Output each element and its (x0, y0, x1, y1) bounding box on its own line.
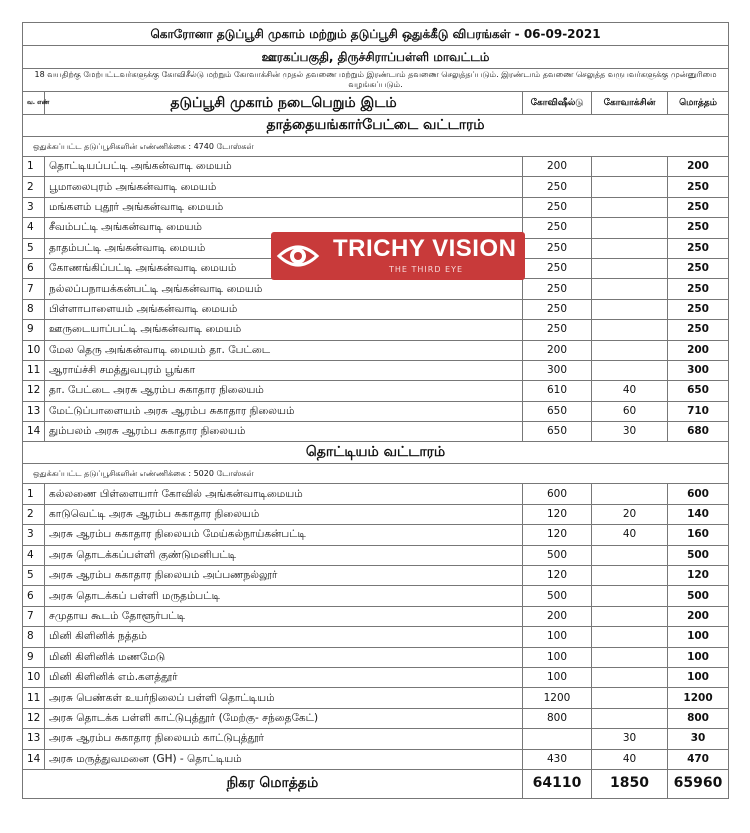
trichy-vision-watermark (271, 232, 525, 280)
row-place: மினி கிளினிக் நத்தம் (45, 627, 523, 647)
row-covaxin: 40 (592, 381, 668, 401)
row-sno: 2 (23, 504, 45, 524)
table-row (23, 606, 729, 626)
row-covishield: 120 (523, 504, 592, 524)
row-place: தொட்டியப்பட்டி அங்கன்வாடி மையம் (45, 157, 523, 177)
grand-total-label: நிகர மொத்தம் (23, 769, 523, 798)
row-total: 710 (668, 401, 729, 421)
table-row (23, 688, 729, 708)
vaccination-schedule-sheet (22, 22, 728, 799)
allocated-doses: ஒதுக்கப்பட்ட தடுப்பூசிகளின் எண்ணிக்கை : 5020 டோஸ்கள் (23, 464, 729, 484)
row-place: மினி கிளினிக் எம்.களத்தூர் (45, 667, 523, 687)
block-heading-row (23, 442, 729, 464)
table-row (23, 279, 729, 299)
row-covishield: 200 (523, 340, 592, 360)
row-covishield: 430 (523, 749, 592, 769)
block-name: தாத்தையங்கார்பேட்டை வட்டாரம் (23, 115, 729, 137)
row-place: கல்லணை பிள்ளையார் கோவில் அங்கன்வாடிமையம் (45, 484, 523, 504)
row-sno: 1 (23, 157, 45, 177)
table-row (23, 627, 729, 647)
row-covaxin (592, 688, 668, 708)
row-place: பூமாலைபுரம் அங்கன்வாடி மையம் (45, 177, 523, 197)
row-covishield: 610 (523, 381, 592, 401)
row-covaxin: 30 (592, 729, 668, 749)
row-place: அரசு தொடக்கப்பள்ளி குண்டுமனிபட்டி (45, 545, 523, 565)
row-covaxin (592, 586, 668, 606)
row-place: கோணங்கிப்பட்டி அங்கன்வாடி மையம் (45, 258, 523, 278)
row-total: 250 (668, 177, 729, 197)
row-sno: 10 (23, 667, 45, 687)
row-covaxin (592, 320, 668, 340)
row-place: சமுதாய கூடம் தோளூர்பட்டி (45, 606, 523, 626)
row-covishield: 600 (523, 484, 592, 504)
row-sno: 6 (23, 586, 45, 606)
row-place: அரசு ஆரம்ப சுகாதார நிலையம் காட்டுபுத்தூர் (45, 729, 523, 749)
row-total: 470 (668, 749, 729, 769)
row-place: தாதம்பட்டி அங்கன்வாடி மையம் (45, 238, 523, 258)
row-covaxin (592, 299, 668, 319)
row-total: 500 (668, 545, 729, 565)
row-covishield: 250 (523, 258, 592, 278)
row-sno: 3 (23, 525, 45, 545)
row-covishield: 120 (523, 525, 592, 545)
row-place: சீவம்பட்டி அங்கன்வாடி மையம் (45, 218, 523, 238)
row-sno: 4 (23, 545, 45, 565)
row-covishield: 250 (523, 197, 592, 217)
row-sno: 3 (23, 197, 45, 217)
row-sno: 2 (23, 177, 45, 197)
table-row (23, 566, 729, 586)
block-name: தொட்டியம் வட்டாரம் (23, 442, 729, 464)
row-sno: 9 (23, 647, 45, 667)
grand-total-row (23, 769, 729, 798)
row-place: தும்பலம் அரசு ஆரம்ப சுகாதார நிலையம் (45, 422, 523, 442)
grand-total-covaxin: 1850 (592, 769, 668, 798)
row-covishield: 1200 (523, 688, 592, 708)
row-total: 100 (668, 647, 729, 667)
row-sno: 7 (23, 279, 45, 299)
row-covishield: 250 (523, 320, 592, 340)
row-place: ஊருடையாப்பட்டி அங்கன்வாடி மையம் (45, 320, 523, 340)
row-total: 650 (668, 381, 729, 401)
row-covishield: 120 (523, 566, 592, 586)
row-covishield (523, 729, 592, 749)
row-sno: 10 (23, 340, 45, 360)
table-row (23, 525, 729, 545)
row-covishield: 100 (523, 627, 592, 647)
row-total: 250 (668, 320, 729, 340)
row-covishield: 100 (523, 647, 592, 667)
row-covaxin (592, 340, 668, 360)
row-place: அரசு ஆரம்ப சுகாதார நிலையம் மேய்கல்நாய்கன்பட்டி (45, 525, 523, 545)
table-row (23, 647, 729, 667)
row-covaxin (592, 258, 668, 278)
row-covaxin: 20 (592, 504, 668, 524)
row-covaxin (592, 157, 668, 177)
row-covaxin (592, 279, 668, 299)
table-row (23, 749, 729, 769)
row-sno: 13 (23, 729, 45, 749)
row-place: தா. பேட்டை அரசு ஆரம்ப சுகாதார நிலையம் (45, 381, 523, 401)
table-row (23, 381, 729, 401)
row-total: 800 (668, 708, 729, 728)
row-total: 120 (668, 566, 729, 586)
allocated-doses-row (23, 137, 729, 157)
row-place: அரசு ஆரம்ப சுகாதார நிலையம் அப்பணநல்லூர் (45, 566, 523, 586)
row-sno: 11 (23, 360, 45, 380)
row-covaxin (592, 484, 668, 504)
document-subtitle: ஊரகப்பகுதி, திருச்சிராப்பள்ளி மாவட்டம் (23, 46, 729, 69)
eye-logo-icon (277, 236, 319, 276)
row-total: 250 (668, 197, 729, 217)
row-covishield: 250 (523, 299, 592, 319)
row-covishield: 250 (523, 177, 592, 197)
table-row (23, 401, 729, 421)
row-covaxin (592, 177, 668, 197)
row-covaxin: 40 (592, 525, 668, 545)
row-total: 250 (668, 238, 729, 258)
row-sno: 6 (23, 258, 45, 278)
row-sno: 8 (23, 299, 45, 319)
watermark-tagline: THE THIRD EYE (389, 265, 464, 274)
row-covaxin: 30 (592, 422, 668, 442)
row-covishield: 100 (523, 667, 592, 687)
row-covaxin: 60 (592, 401, 668, 421)
row-place: நல்லப்பநாயக்கன்பட்டி அங்கன்வாடி மையம் (45, 279, 523, 299)
row-total: 1200 (668, 688, 729, 708)
row-total: 680 (668, 422, 729, 442)
watermark-brand: TRICHY VISION (333, 235, 517, 262)
row-place: அரசு பெண்கள் உயர்நிலைப் பள்ளி தொட்டியம் (45, 688, 523, 708)
allocated-doses: ஒதுக்கப்பட்ட தடுப்பூசிகளின் எண்ணிக்கை : 4740 டோஸ்கள் (23, 137, 729, 157)
row-total: 600 (668, 484, 729, 504)
row-covaxin (592, 197, 668, 217)
row-total: 250 (668, 218, 729, 238)
eligibility-note: 18 வயதிற்கு மேற்பட்டவர்களுக்கு கோவிசீல்டு மற்றும் கோவாக்சின் முதல் தவணை மற்றும் இரண்டாம் தவணை செலுத்தப்படும். இரண்டாம் தவணை செலுத்த வருபவர்களுக்கு முன்னுரிமை வழங்கப்படும். (23, 69, 729, 92)
row-place: அரசு தொடக்க பள்ளி காட்டுபுத்தூர் (மேற்கு- சந்தைகேட்) (45, 708, 523, 728)
row-total: 160 (668, 525, 729, 545)
column-header-covaxin: கோவாக்சின் (592, 92, 668, 115)
table-row (23, 299, 729, 319)
grand-total-total: 65960 (668, 769, 729, 798)
row-covishield: 500 (523, 545, 592, 565)
row-total: 100 (668, 667, 729, 687)
row-sno: 4 (23, 218, 45, 238)
row-sno: 12 (23, 708, 45, 728)
row-covishield: 250 (523, 238, 592, 258)
row-covaxin (592, 566, 668, 586)
column-header-covishield: கோவிஷீல்டு (523, 92, 592, 115)
row-sno: 14 (23, 422, 45, 442)
row-total: 200 (668, 606, 729, 626)
row-total: 250 (668, 258, 729, 278)
row-covishield: 200 (523, 606, 592, 626)
row-place: மேட்டுப்பாளையம் அரசு ஆரம்ப சுகாதார நிலையம் (45, 401, 523, 421)
row-covaxin (592, 627, 668, 647)
row-covaxin (592, 667, 668, 687)
row-total: 200 (668, 157, 729, 177)
row-total: 100 (668, 627, 729, 647)
vaccination-table (22, 22, 729, 799)
row-covishield: 650 (523, 422, 592, 442)
grand-total-covishield: 64110 (523, 769, 592, 798)
row-total: 250 (668, 299, 729, 319)
table-row (23, 197, 729, 217)
row-total: 250 (668, 279, 729, 299)
row-sno: 13 (23, 401, 45, 421)
row-total: 30 (668, 729, 729, 749)
table-row (23, 729, 729, 749)
row-place: ஆராய்ச்சி சமத்துவபுரம் பூங்கா (45, 360, 523, 380)
table-row (23, 340, 729, 360)
block-heading-row (23, 115, 729, 137)
table-row (23, 708, 729, 728)
column-header-sno: வ. எண் (23, 92, 45, 115)
table-row (23, 360, 729, 380)
row-covaxin (592, 708, 668, 728)
column-header-place: தடுப்பூசி முகாம் நடைபெறும் இடம் (45, 92, 523, 115)
row-covishield: 300 (523, 360, 592, 380)
row-covishield: 250 (523, 279, 592, 299)
row-place: மினி கிளினிக் மணமேடு (45, 647, 523, 667)
row-sno: 9 (23, 320, 45, 340)
table-row (23, 586, 729, 606)
row-covishield: 650 (523, 401, 592, 421)
row-total: 140 (668, 504, 729, 524)
row-covaxin (592, 647, 668, 667)
row-place: மங்களம் புதூர் அங்கன்வாடி மையம் (45, 197, 523, 217)
row-sno: 11 (23, 688, 45, 708)
row-covaxin (592, 238, 668, 258)
row-sno: 5 (23, 566, 45, 586)
table-row (23, 667, 729, 687)
row-sno: 14 (23, 749, 45, 769)
row-total: 500 (668, 586, 729, 606)
row-covaxin (592, 606, 668, 626)
row-place: பிள்ளாபாளையம் அங்கன்வாடி மையம் (45, 299, 523, 319)
row-covishield: 500 (523, 586, 592, 606)
row-total: 300 (668, 360, 729, 380)
table-row (23, 504, 729, 524)
row-place: அரசு தொடக்கப் பள்ளி மருதம்பட்டி (45, 586, 523, 606)
table-row (23, 422, 729, 442)
table-row (23, 484, 729, 504)
row-covaxin (592, 218, 668, 238)
table-row (23, 177, 729, 197)
row-covishield: 250 (523, 218, 592, 238)
row-sno: 7 (23, 606, 45, 626)
row-covaxin (592, 360, 668, 380)
column-header-total: மொத்தம் (668, 92, 729, 115)
table-row (23, 545, 729, 565)
document-title: கொரோனா தடுப்பூசி முகாம் மற்றும் தடுப்பூசி ஒதுக்கீடு விபரங்கள் - 06-09-2021 (23, 23, 729, 46)
row-covaxin (592, 545, 668, 565)
table-row (23, 320, 729, 340)
row-sno: 1 (23, 484, 45, 504)
row-sno: 8 (23, 627, 45, 647)
row-total: 200 (668, 340, 729, 360)
allocated-doses-row (23, 464, 729, 484)
row-place: காடுவெட்டி அரசு ஆரம்ப சுகாதார நிலையம் (45, 504, 523, 524)
row-covishield: 200 (523, 157, 592, 177)
row-place: மேல தெரு அங்கன்வாடி மையம் தா. பேட்டை (45, 340, 523, 360)
row-sno: 12 (23, 381, 45, 401)
row-covaxin: 40 (592, 749, 668, 769)
row-covishield: 800 (523, 708, 592, 728)
row-sno: 5 (23, 238, 45, 258)
row-place: அரசு மருத்துவமனை (GH) - தொட்டியம் (45, 749, 523, 769)
table-row (23, 157, 729, 177)
